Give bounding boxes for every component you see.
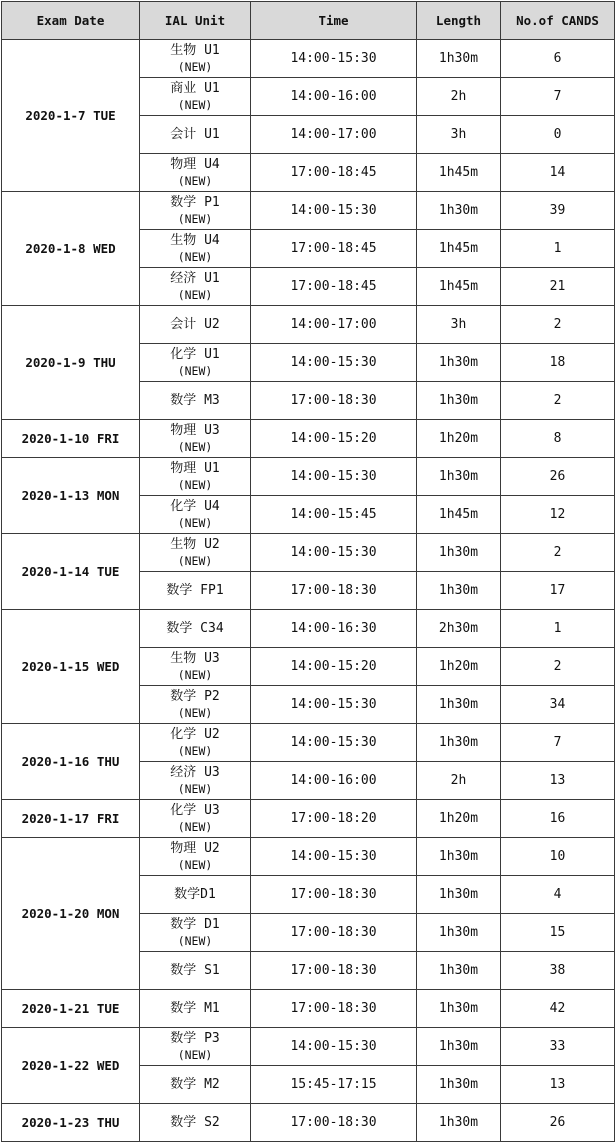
length-cell: 1h30m xyxy=(417,1066,501,1104)
unit-name: 生物 U1 xyxy=(170,42,220,58)
cands-cell: 8 xyxy=(501,420,615,458)
header-row xyxy=(2,2,615,40)
table-row xyxy=(2,458,615,496)
new-tag: (NEW) xyxy=(177,781,213,796)
table-row xyxy=(2,724,615,762)
unit-name: 会计 U1 xyxy=(170,126,220,142)
cands-cell: 2 xyxy=(501,306,615,344)
cands-cell: 33 xyxy=(501,1028,615,1066)
time-cell: 14:00-17:00 xyxy=(251,306,417,344)
time-cell: 14:00-16:30 xyxy=(251,610,417,648)
cands-cell: 21 xyxy=(501,268,615,306)
length-cell: 1h30m xyxy=(417,458,501,496)
new-tag: (NEW) xyxy=(177,743,213,758)
exam-date-cell: 2020-1-22 WED xyxy=(2,1028,140,1104)
length-cell: 1h30m xyxy=(417,382,501,420)
time-cell: 17:00-18:30 xyxy=(251,382,417,420)
length-cell: 1h30m xyxy=(417,724,501,762)
ial-unit-cell xyxy=(140,192,251,230)
new-tag: (NEW) xyxy=(177,515,213,530)
exam-date-cell: 2020-1-17 FRI xyxy=(2,800,140,838)
cands-cell: 1 xyxy=(501,610,615,648)
unit-name: 经济 U1 xyxy=(170,270,220,286)
ial-unit-cell xyxy=(140,40,251,78)
table-row xyxy=(2,192,615,230)
unit-name: 数学D1 xyxy=(174,886,216,902)
exam-date-cell: 2020-1-15 WED xyxy=(2,610,140,724)
length-cell: 1h20m xyxy=(417,800,501,838)
ial-unit-cell xyxy=(140,1028,251,1066)
exam-date-cell: 2020-1-20 MON xyxy=(2,838,140,990)
table-body xyxy=(2,40,615,1142)
cands-cell: 4 xyxy=(501,876,615,914)
ial-unit-cell xyxy=(140,800,251,838)
ial-unit-cell xyxy=(140,344,251,382)
length-cell: 3h xyxy=(417,116,501,154)
table-header xyxy=(2,2,615,40)
length-cell: 1h20m xyxy=(417,648,501,686)
ial-unit-cell xyxy=(140,1104,251,1142)
unit-name: 化学 U4 xyxy=(170,498,220,514)
length-cell: 1h30m xyxy=(417,344,501,382)
exam-date-cell: 2020-1-10 FRI xyxy=(2,420,140,458)
unit-name: 会计 U2 xyxy=(170,316,220,332)
table-row xyxy=(2,420,615,458)
table-row xyxy=(2,610,615,648)
length-cell: 1h30m xyxy=(417,192,501,230)
ial-unit-cell xyxy=(140,1066,251,1104)
ial-unit-cell xyxy=(140,686,251,724)
time-cell: 14:00-15:30 xyxy=(251,534,417,572)
time-cell: 14:00-15:30 xyxy=(251,458,417,496)
cands-cell: 13 xyxy=(501,762,615,800)
length-cell: 1h30m xyxy=(417,686,501,724)
unit-name: 数学 C34 xyxy=(166,620,224,636)
header-exam-date: Exam Date xyxy=(2,2,140,40)
time-cell: 17:00-18:30 xyxy=(251,914,417,952)
unit-name: 数学 P3 xyxy=(170,1030,220,1046)
ial-unit-cell xyxy=(140,914,251,952)
ial-unit-cell xyxy=(140,306,251,344)
new-tag: (NEW) xyxy=(177,553,213,568)
unit-name: 数学 P2 xyxy=(170,688,220,704)
time-cell: 14:00-15:30 xyxy=(251,838,417,876)
cands-cell: 2 xyxy=(501,534,615,572)
unit-name: 数学 S2 xyxy=(170,1114,220,1130)
unit-name: 物理 U4 xyxy=(170,156,220,172)
unit-name: 化学 U1 xyxy=(170,346,220,362)
cands-cell: 12 xyxy=(501,496,615,534)
ial-unit-cell xyxy=(140,154,251,192)
unit-name: 数学 P1 xyxy=(170,194,220,210)
ial-unit-cell xyxy=(140,496,251,534)
time-cell: 17:00-18:30 xyxy=(251,1104,417,1142)
unit-name: 生物 U3 xyxy=(170,650,220,666)
length-cell: 1h30m xyxy=(417,914,501,952)
cands-cell: 7 xyxy=(501,78,615,116)
time-cell: 17:00-18:45 xyxy=(251,154,417,192)
exam-date-cell: 2020-1-9 THU xyxy=(2,306,140,420)
time-cell: 14:00-15:30 xyxy=(251,1028,417,1066)
time-cell: 15:45-17:15 xyxy=(251,1066,417,1104)
header-time: Time xyxy=(251,2,417,40)
cands-cell: 34 xyxy=(501,686,615,724)
unit-name: 数学 M1 xyxy=(170,1000,220,1016)
cands-cell: 2 xyxy=(501,648,615,686)
time-cell: 14:00-16:00 xyxy=(251,78,417,116)
ial-unit-cell xyxy=(140,268,251,306)
unit-name: 物理 U2 xyxy=(170,840,220,856)
exam-date-cell: 2020-1-7 TUE xyxy=(2,40,140,192)
time-cell: 14:00-17:00 xyxy=(251,116,417,154)
unit-name: 数学 M2 xyxy=(170,1076,220,1092)
length-cell: 1h45m xyxy=(417,496,501,534)
new-tag: (NEW) xyxy=(177,173,213,188)
time-cell: 14:00-15:20 xyxy=(251,648,417,686)
new-tag: (NEW) xyxy=(177,1047,213,1062)
new-tag: (NEW) xyxy=(177,211,213,226)
cands-cell: 1 xyxy=(501,230,615,268)
new-tag: (NEW) xyxy=(177,819,213,834)
new-tag: (NEW) xyxy=(177,705,213,720)
length-cell: 2h xyxy=(417,762,501,800)
cands-cell: 42 xyxy=(501,990,615,1028)
unit-name: 生物 U4 xyxy=(170,232,220,248)
new-tag: (NEW) xyxy=(177,477,213,492)
table-row xyxy=(2,40,615,78)
new-tag: (NEW) xyxy=(177,667,213,682)
time-cell: 17:00-18:30 xyxy=(251,990,417,1028)
length-cell: 2h30m xyxy=(417,610,501,648)
table-row xyxy=(2,1028,615,1066)
new-tag: (NEW) xyxy=(177,933,213,948)
time-cell: 14:00-15:30 xyxy=(251,192,417,230)
exam-schedule-table xyxy=(1,1,615,1142)
length-cell: 1h30m xyxy=(417,876,501,914)
unit-name: 物理 U3 xyxy=(170,422,220,438)
length-cell: 1h20m xyxy=(417,420,501,458)
time-cell: 14:00-15:30 xyxy=(251,724,417,762)
cands-cell: 13 xyxy=(501,1066,615,1104)
cands-cell: 38 xyxy=(501,952,615,990)
time-cell: 17:00-18:30 xyxy=(251,876,417,914)
cands-cell: 15 xyxy=(501,914,615,952)
exam-date-cell: 2020-1-8 WED xyxy=(2,192,140,306)
length-cell: 1h30m xyxy=(417,1104,501,1142)
unit-name: 数学 FP1 xyxy=(166,582,224,598)
length-cell: 1h30m xyxy=(417,534,501,572)
ial-unit-cell xyxy=(140,78,251,116)
time-cell: 14:00-15:20 xyxy=(251,420,417,458)
cands-cell: 7 xyxy=(501,724,615,762)
ial-unit-cell xyxy=(140,534,251,572)
table-row xyxy=(2,1104,615,1142)
length-cell: 1h30m xyxy=(417,990,501,1028)
cands-cell: 17 xyxy=(501,572,615,610)
cands-cell: 0 xyxy=(501,116,615,154)
cands-cell: 39 xyxy=(501,192,615,230)
time-cell: 14:00-16:00 xyxy=(251,762,417,800)
table-row xyxy=(2,800,615,838)
new-tag: (NEW) xyxy=(177,97,213,112)
time-cell: 17:00-18:30 xyxy=(251,952,417,990)
length-cell: 1h45m xyxy=(417,154,501,192)
unit-name: 数学 D1 xyxy=(170,916,220,932)
unit-name: 商业 U1 xyxy=(170,80,220,96)
ial-unit-cell xyxy=(140,876,251,914)
table-row xyxy=(2,838,615,876)
unit-name: 化学 U2 xyxy=(170,726,220,742)
ial-unit-cell xyxy=(140,230,251,268)
unit-name: 生物 U2 xyxy=(170,536,220,552)
unit-name: 化学 U3 xyxy=(170,802,220,818)
cands-cell: 16 xyxy=(501,800,615,838)
cands-cell: 26 xyxy=(501,458,615,496)
ial-unit-cell xyxy=(140,648,251,686)
table-row xyxy=(2,990,615,1028)
new-tag: (NEW) xyxy=(177,439,213,454)
cands-cell: 14 xyxy=(501,154,615,192)
unit-name: 数学 S1 xyxy=(170,962,220,978)
length-cell: 2h xyxy=(417,78,501,116)
ial-unit-cell xyxy=(140,458,251,496)
ial-unit-cell xyxy=(140,724,251,762)
exam-date-cell: 2020-1-21 TUE xyxy=(2,990,140,1028)
time-cell: 17:00-18:45 xyxy=(251,230,417,268)
length-cell: 1h45m xyxy=(417,268,501,306)
ial-unit-cell xyxy=(140,610,251,648)
header-ial-unit: IAL Unit xyxy=(140,2,251,40)
time-cell: 17:00-18:45 xyxy=(251,268,417,306)
exam-date-cell: 2020-1-16 THU xyxy=(2,724,140,800)
ial-unit-cell xyxy=(140,762,251,800)
cands-cell: 6 xyxy=(501,40,615,78)
cands-cell: 10 xyxy=(501,838,615,876)
length-cell: 1h30m xyxy=(417,1028,501,1066)
new-tag: (NEW) xyxy=(177,857,213,872)
ial-unit-cell xyxy=(140,420,251,458)
unit-name: 数学 M3 xyxy=(170,392,220,408)
unit-name: 物理 U1 xyxy=(170,460,220,476)
header-no-of-cands: No.of CANDS xyxy=(501,2,615,40)
length-cell: 1h30m xyxy=(417,838,501,876)
new-tag: (NEW) xyxy=(177,59,213,74)
table-row xyxy=(2,306,615,344)
cands-cell: 2 xyxy=(501,382,615,420)
ial-unit-cell xyxy=(140,952,251,990)
header-length: Length xyxy=(417,2,501,40)
ial-unit-cell xyxy=(140,382,251,420)
ial-unit-cell xyxy=(140,116,251,154)
time-cell: 14:00-15:30 xyxy=(251,686,417,724)
new-tag: (NEW) xyxy=(177,287,213,302)
ial-unit-cell xyxy=(140,838,251,876)
length-cell: 1h45m xyxy=(417,230,501,268)
time-cell: 17:00-18:20 xyxy=(251,800,417,838)
time-cell: 17:00-18:30 xyxy=(251,572,417,610)
cands-cell: 18 xyxy=(501,344,615,382)
table-row xyxy=(2,534,615,572)
time-cell: 14:00-15:45 xyxy=(251,496,417,534)
exam-date-cell: 2020-1-23 THU xyxy=(2,1104,140,1142)
length-cell: 1h30m xyxy=(417,40,501,78)
time-cell: 14:00-15:30 xyxy=(251,344,417,382)
ial-unit-cell xyxy=(140,990,251,1028)
length-cell: 3h xyxy=(417,306,501,344)
ial-unit-cell xyxy=(140,572,251,610)
time-cell: 14:00-15:30 xyxy=(251,40,417,78)
new-tag: (NEW) xyxy=(177,249,213,264)
exam-date-cell: 2020-1-14 TUE xyxy=(2,534,140,610)
new-tag: (NEW) xyxy=(177,363,213,378)
length-cell: 1h30m xyxy=(417,952,501,990)
exam-date-cell: 2020-1-13 MON xyxy=(2,458,140,534)
length-cell: 1h30m xyxy=(417,572,501,610)
cands-cell: 26 xyxy=(501,1104,615,1142)
unit-name: 经济 U3 xyxy=(170,764,220,780)
